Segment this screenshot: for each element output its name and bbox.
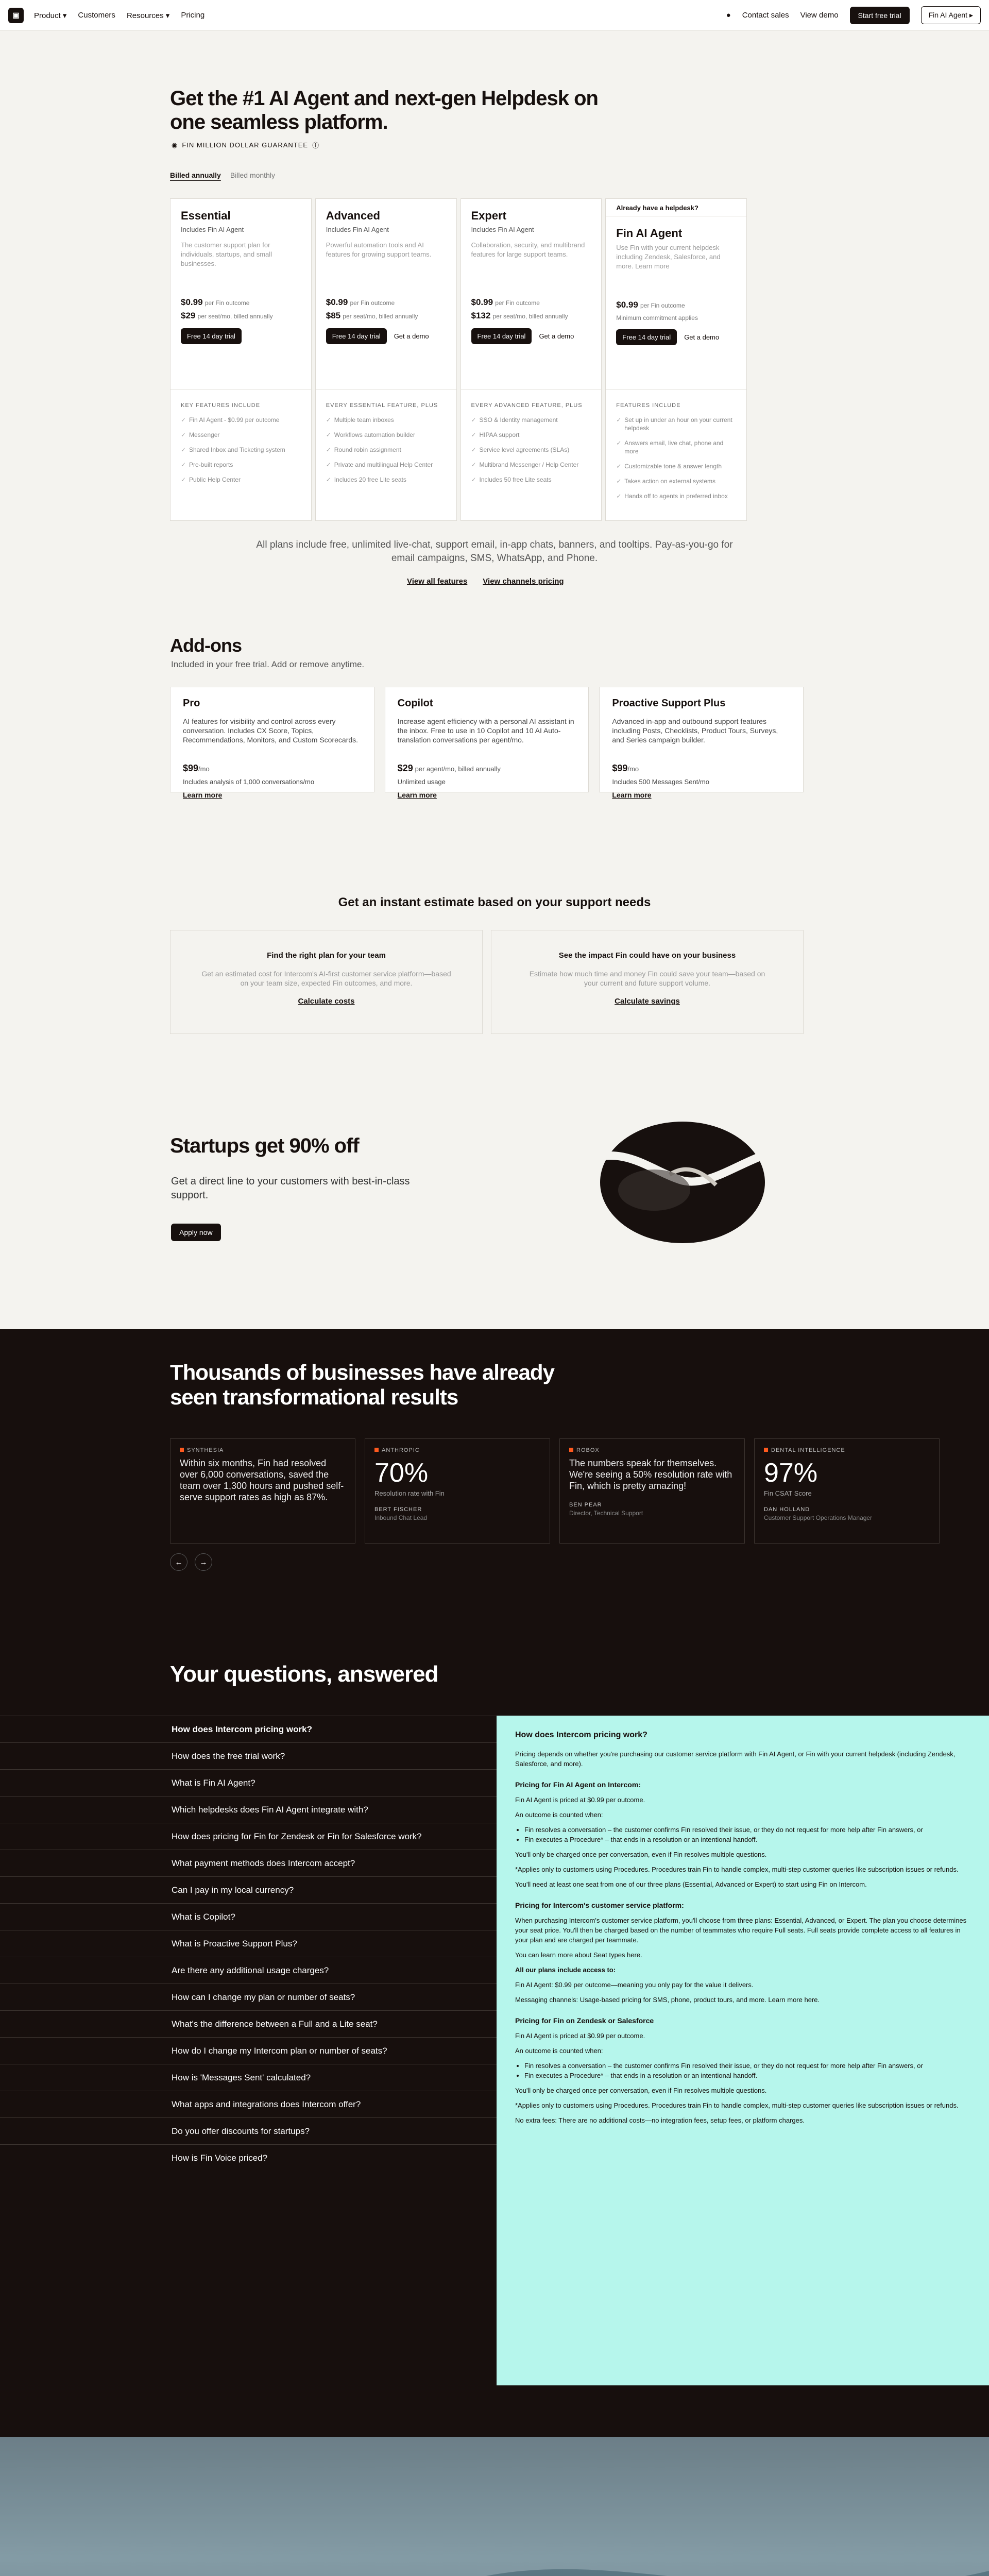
addon-price: $29 [397, 763, 413, 773]
feature-item: ✓ Multibrand Messenger / Help Center [471, 461, 591, 469]
feature-item: ✓ Hands off to agents in preferred inbox [616, 492, 736, 500]
free-trial-button[interactable]: Free 14 day trial [326, 328, 387, 344]
answer-text: An outcome is counted when: [515, 2047, 603, 2055]
stat-label: Resolution rate with Fin [374, 1489, 445, 1497]
plan-card-advanced [315, 198, 457, 521]
faq-item[interactable]: How does Intercom pricing work? [0, 1716, 497, 1742]
faq-item[interactable]: What's the difference between a Full and a Lite seat? [0, 2010, 497, 2037]
faq-item[interactable]: Can I pay in my local currency? [0, 1876, 497, 1903]
intercom-logo[interactable]: ▣ [8, 8, 24, 23]
addon-desc: Increase agent efficiency with a personal AI assistant in the inbox. Free to use in 10 Copilot and 10 AI Auto-translation conversations per agent/mo. [397, 717, 574, 744]
billed-monthly-tab[interactable]: Billed monthly [230, 171, 275, 179]
plan-name: Expert [471, 209, 506, 222]
estimate-heading: See the impact Fin could have on your business [558, 951, 736, 960]
fin-ai-agent-button[interactable]: Fin AI Agent ▸ [921, 6, 981, 24]
contact-sales-link[interactable]: Contact sales [742, 11, 789, 20]
testimonial-card[interactable] [559, 1438, 745, 1544]
answer-heading: Pricing for Intercom's customer service platform: [515, 1901, 684, 1909]
plan-desc: Powerful automation tools and AI features for growing support teams. [326, 241, 432, 258]
startups-title: Startups get 90% off [170, 1134, 359, 1157]
feature-item: ✓ Pre-built reports [181, 461, 301, 469]
feature-item: ✓ Fin AI Agent - $0.99 per outcome [181, 416, 301, 424]
addon-card-proactive [599, 687, 804, 799]
company-name: DENTAL INTELLIGENCE [771, 1447, 845, 1453]
seat-price-unit: per seat/mo, billed annually [343, 313, 418, 320]
plan-name: Advanced [326, 209, 380, 222]
feature-item: ✓ Workflows automation builder [326, 431, 446, 439]
answer-bullet: • Fin executes a Procedure* – that ends in a resolution or an intentional handoff. [524, 1835, 970, 1844]
feature-item: ✓ HIPAA support [471, 431, 591, 439]
all-plans-note: All plans include free, unlimited live-chat, support email, in-app chats, banners, and tooltips. Pay-as-you-go for email campaigns, SMS, WhatsApp, and Phone. [256, 539, 733, 564]
feature-item: ✓ Multiple team inboxes [326, 416, 446, 424]
feature-item: ✓ Includes 20 free Lite seats [326, 476, 446, 484]
seat-price: $132 [471, 311, 491, 320]
feature-item: ✓ Takes action on external systems [616, 477, 736, 485]
stat-label: Fin CSAT Score [764, 1489, 812, 1497]
seat-price-unit: per seat/mo, billed annually [197, 313, 273, 320]
startups-subtitle: Get a direct line to your customers with best-in-class support. [171, 1176, 410, 1201]
answer-text: An outcome is counted when: [515, 1811, 603, 1819]
fin-price: $0.99 [326, 297, 348, 307]
billing-toggle [170, 171, 275, 179]
answer-text: You'll only be charged once per conversation, even if Fin resolves multiple questions. [515, 2087, 767, 2094]
brand-dot-icon [764, 1448, 768, 1452]
company-name: ROBOX [576, 1447, 600, 1453]
plan-desc: Use Fin with your current helpdesk including Zendesk, Salesforce, and more. Learn more [616, 244, 721, 270]
person-name: BERT FISCHER [374, 1506, 422, 1513]
free-trial-button[interactable]: Free 14 day trial [471, 328, 532, 344]
addon-price-unit: /mo [627, 765, 639, 773]
start-trial-button[interactable]: Start free trial [850, 7, 910, 24]
addon-card-pro [170, 687, 374, 799]
answer-text: Fin AI Agent: $0.99 per outcome—meaning you only pay for the value it delivers. [515, 1981, 754, 1989]
company-name: ANTHROPIC [382, 1447, 420, 1453]
arrow-right-icon[interactable]: → [195, 1553, 212, 1571]
faq-item[interactable]: Which helpdesks does Fin AI Agent integrate with? [0, 1796, 497, 1823]
learn-more-link[interactable]: Learn more [183, 791, 223, 799]
fin-price-unit: per Fin outcome [204, 299, 250, 307]
plan-desc: The customer support plan for individuals, startups, and small businesses. [181, 241, 272, 267]
calculate-costs-link[interactable]: Calculate costs [298, 997, 355, 1006]
features-heading: EVERY ESSENTIAL FEATURE, PLUS [326, 402, 438, 409]
brand-dot-icon [374, 1448, 379, 1452]
top-nav [0, 0, 989, 31]
faq-item[interactable]: How do I change my Intercom plan or number of seats? [0, 2037, 497, 2064]
feature-item: ✓ Includes 50 free Lite seats [471, 476, 591, 484]
faq-item[interactable]: How can I change my plan or number of seats? [0, 1984, 497, 2010]
arrow-left-icon[interactable]: ← [170, 1553, 187, 1571]
quote: The numbers speak for themselves. We're seeing a 50% resolution rate with Fin, which is pretty amazing! [569, 1458, 732, 1491]
answer-title: How does Intercom pricing work? [515, 1731, 647, 1739]
seal-icon: ◉ [172, 141, 178, 149]
faq-item[interactable]: How is 'Messages Sent' calculated? [0, 2064, 497, 2091]
answer-text: Messaging channels: Usage-based pricing for SMS, phone, product tours, and more. Learn more here. [515, 1996, 820, 2004]
plan-includes: Includes Fin AI Agent [326, 226, 389, 233]
addon-note: Includes 500 Messages Sent/mo [612, 778, 709, 786]
estimate-cards [170, 930, 804, 1034]
fin-price: $0.99 [471, 297, 493, 307]
free-trial-button[interactable]: Free 14 day trial [181, 328, 242, 344]
faq-item[interactable]: What is Proactive Support Plus? [0, 1930, 497, 1957]
person-role: Customer Support Operations Manager [764, 1514, 873, 1521]
feature-item: ✓ SSO & Identity management [471, 416, 591, 424]
testimonial-card[interactable] [365, 1438, 550, 1544]
fin-price-unit: per Fin outcome [495, 299, 540, 307]
brand-dot-icon [180, 1448, 184, 1452]
feature-item: ✓ Shared Inbox and Ticketing system [181, 446, 301, 454]
addon-desc: AI features for visibility and control across every conversation. Includes CX Score, Topics, Recommendations, Monitors, and Custom Scorecards. [183, 717, 359, 744]
commitment-note: Minimum commitment applies [616, 314, 698, 321]
addon-note: Includes analysis of 1,000 conversations/mo [183, 778, 315, 786]
faq-item[interactable]: Do you offer discounts for startups? [0, 2117, 497, 2144]
features-heading: FEATURES INCLUDE [616, 402, 681, 409]
addon-price: $99 [183, 763, 199, 773]
features-heading: KEY FEATURES INCLUDE [181, 402, 261, 409]
plan-includes: Includes Fin AI Agent [471, 226, 534, 233]
feature-item: ✓ Service level agreements (SLAs) [471, 446, 591, 454]
view-channels-pricing-link[interactable]: View channels pricing [483, 577, 564, 586]
plan-card-fin [605, 198, 747, 521]
journey-ocean-image [0, 2437, 989, 2576]
answer-text: You'll only be charged once per conversation, even if Fin resolves multiple questions. [515, 1851, 767, 1858]
info-icon[interactable]: ⓘ [312, 142, 320, 149]
addons-subtitle: Included in your free trial. Add or remove anytime. [171, 659, 365, 669]
learn-more-link[interactable]: Learn more [397, 791, 437, 799]
faq-item[interactable]: What payment methods does Intercom accept? [0, 1850, 497, 1876]
answer-text: You'll need at least one seat from one of our three plans (Essential, Advanced or Expert) to start using Fin on Intercom. [515, 1880, 867, 1888]
plan-includes: Includes Fin AI Agent [181, 226, 244, 233]
addon-desc: Advanced in-app and outbound support features including Posts, Checklists, Product Tours, Surveys, and Series campaign builder. [612, 717, 778, 744]
faq-item[interactable]: Are there any additional usage charges? [0, 1957, 497, 1984]
addon-price-unit: /mo [198, 765, 210, 773]
fin-price: $0.99 [181, 297, 203, 307]
get-demo-link[interactable]: Get a demo [684, 333, 720, 341]
feature-item: ✓ Public Help Center [181, 476, 301, 484]
billed-annually-tab[interactable]: Billed annually [170, 171, 221, 179]
faq-item[interactable]: How is Fin Voice priced? [0, 2144, 497, 2171]
plan-name: Essential [181, 209, 231, 222]
answer-text: Fin AI Agent is priced at $0.99 per outcome. [515, 2032, 645, 2040]
faq-list [0, 1716, 497, 2171]
addons-title: Add-ons [170, 635, 242, 656]
view-all-features-link[interactable]: View all features [407, 577, 468, 586]
plan-name: Fin AI Agent [616, 227, 683, 240]
quote: Within six months, Fin had resolved over 6,000 conversations, saved the team over 1,300 hours and pushed self-serve support rates as high as 87%. [180, 1458, 344, 1502]
answer-text: Fin AI Agent is priced at $0.99 per outcome. [515, 1796, 645, 1804]
testimonial-card[interactable] [754, 1438, 940, 1544]
nav-resources[interactable]: Resources ▾ [126, 11, 170, 20]
hero-title: Get the #1 AI Agent and next-gen Helpdesk on one seamless platform. [170, 87, 598, 133]
addon-price: $99 [612, 763, 628, 773]
faq-item[interactable]: What is Copilot? [0, 1903, 497, 1930]
feature-item: ✓ Private and multilingual Help Center [326, 461, 446, 469]
seat-price: $85 [326, 311, 341, 320]
answer-text: You can learn more about Seat types here. [515, 1951, 642, 1959]
addon-note: Unlimited usage [397, 778, 446, 786]
nav-pricing[interactable]: Pricing [181, 11, 205, 20]
testimonials-title: Thousands of businesses have already seen transformational results [170, 1360, 554, 1409]
feature-item: ✓ Customizable tone & answer length [616, 462, 736, 470]
person-name: DAN HOLLAND [764, 1506, 810, 1513]
stat-value: 97% [764, 1458, 818, 1488]
answer-bullet: • Fin resolves a conversation – the customer confirms Fin resolved their issue, or they do not request for more help after Fin answers, or [524, 2061, 970, 2071]
seat-price-unit: per seat/mo, billed annually [492, 313, 568, 320]
plan-links [407, 577, 564, 586]
estimate-title: Get an instant estimate based on your support needs [338, 895, 651, 909]
carousel-controls [170, 1553, 212, 1571]
answer-text: No extra fees: There are no additional costs—no integration fees, setup fees, or platform charges. [515, 2116, 805, 2124]
handshake-illustration [561, 1113, 798, 1249]
faq-answer-panel [497, 1716, 989, 2385]
feature-item: ✓ Set up in under an hour on your current helpdesk [616, 416, 736, 432]
answer-bullet: • Fin resolves a conversation – the customer confirms Fin resolved their issue, or they do not request for more help after Fin answers, or [524, 1825, 970, 1835]
learn-more-link[interactable]: Learn more [612, 791, 652, 799]
nav-customers[interactable]: Customers [78, 11, 115, 20]
plan-card-essential [170, 198, 312, 521]
addon-name: Pro [183, 698, 200, 709]
faq-item[interactable]: How does pricing for Fin for Zendesk or Fin for Salesforce work? [0, 1823, 497, 1850]
faq-item[interactable]: What is Fin AI Agent? [0, 1769, 497, 1796]
person-role: Director, Technical Support [569, 1510, 643, 1517]
estimate-desc: Estimate how much time and money Fin could save your team—based on your current and future support volume. [529, 970, 765, 987]
addon-name: Copilot [397, 698, 433, 709]
nav-product[interactable]: Product ▾ [34, 11, 67, 20]
estimate-heading: Find the right plan for your team [267, 951, 386, 960]
faq-item[interactable]: How does the free trial work? [0, 1742, 497, 1769]
answer-text: Pricing depends on whether you're purchasing our customer service platform with Fin AI Agent, or Fin with your current helpdesk (including Zendesk, Salesforce, and more). [515, 1750, 956, 1768]
faq-item[interactable]: What apps and integrations does Intercom offer? [0, 2091, 497, 2117]
view-demo-link[interactable]: View demo [800, 11, 839, 20]
stat-value: 70% [374, 1458, 429, 1488]
testimonial-cards [170, 1438, 989, 1544]
answer-bullet: • Fin executes a Procedure* – that ends in a resolution or an intentional handoff. [524, 2071, 970, 2080]
addon-cards [170, 687, 804, 799]
addon-name: Proactive Support Plus [612, 698, 726, 709]
answer-heading: Pricing for Fin AI Agent on Intercom: [515, 1781, 641, 1789]
answer-text: *Applies only to customers using Procedures. Procedures train Fin to handle complex, multi-step customer queries like subscription issues or refunds. [515, 1866, 959, 1873]
apply-now-button[interactable]: Apply now [171, 1224, 221, 1241]
plan-card-expert [461, 198, 602, 521]
guarantee-badge [172, 140, 319, 150]
estimate-card-plan [170, 930, 483, 1034]
feature-item: ✓ Round robin assignment [326, 446, 446, 454]
estimate-card-impact [491, 930, 804, 1034]
fin-price-unit: per Fin outcome [640, 302, 685, 309]
guarantee-text: FIN MILLION DOLLAR GUARANTEE [182, 141, 309, 149]
feature-item: ✓ Answers email, live chat, phone and more [616, 439, 736, 455]
free-trial-button[interactable]: Free 14 day trial [616, 329, 677, 345]
plan-cards [170, 198, 747, 521]
plan-tag: Already have a helpdesk? [606, 199, 746, 216]
features-heading: EVERY ADVANCED FEATURE, PLUS [471, 402, 583, 409]
estimate-desc: Get an estimated cost for Intercom's AI-first customer service platform—based on your team size, expected Fin outcomes, and more. [201, 970, 451, 987]
addon-price-unit: per agent/mo, billed annually [415, 765, 501, 773]
fin-price-unit: per Fin outcome [350, 299, 395, 307]
answer-text: *Applies only to customers using Procedures. Procedures train Fin to handle complex, multi-step customer queries like subscription issues or refunds. [515, 2102, 959, 2109]
plan-desc: Collaboration, security, and multibrand features for large support teams. [471, 241, 585, 258]
testimonial-card[interactable] [170, 1438, 355, 1544]
brand-dot-icon [569, 1448, 573, 1452]
user-icon[interactable]: ● [726, 11, 731, 20]
answer-heading: Pricing for Fin on Zendesk or Salesforce [515, 2016, 654, 2025]
get-demo-link[interactable]: Get a demo [394, 332, 429, 340]
addon-card-copilot [385, 687, 589, 799]
answer-text: All our plans include access to: [515, 1966, 616, 1974]
person-role: Inbound Chat Lead [374, 1514, 428, 1521]
person-name: BEN PEAR [569, 1502, 602, 1508]
answer-text: When purchasing Intercom's customer service platform, you'll choose from three plans: Essential, Advanced, or Expert. The plan you choose determines your seat price. You'll then be charged based on the number of teammates who require Full seats. Full seats provide complete access to all features in your plan and are charged per teammate. [515, 1917, 967, 1944]
faq-title: Your questions, answered [170, 1662, 438, 1687]
feature-item: ✓ Messenger [181, 431, 301, 439]
fin-price: $0.99 [616, 300, 638, 310]
get-demo-link[interactable]: Get a demo [539, 332, 574, 340]
wave-art [0, 2437, 989, 2576]
calculate-savings-link[interactable]: Calculate savings [615, 997, 680, 1006]
seat-price: $29 [181, 311, 196, 320]
company-name: SYNTHESIA [187, 1447, 224, 1453]
